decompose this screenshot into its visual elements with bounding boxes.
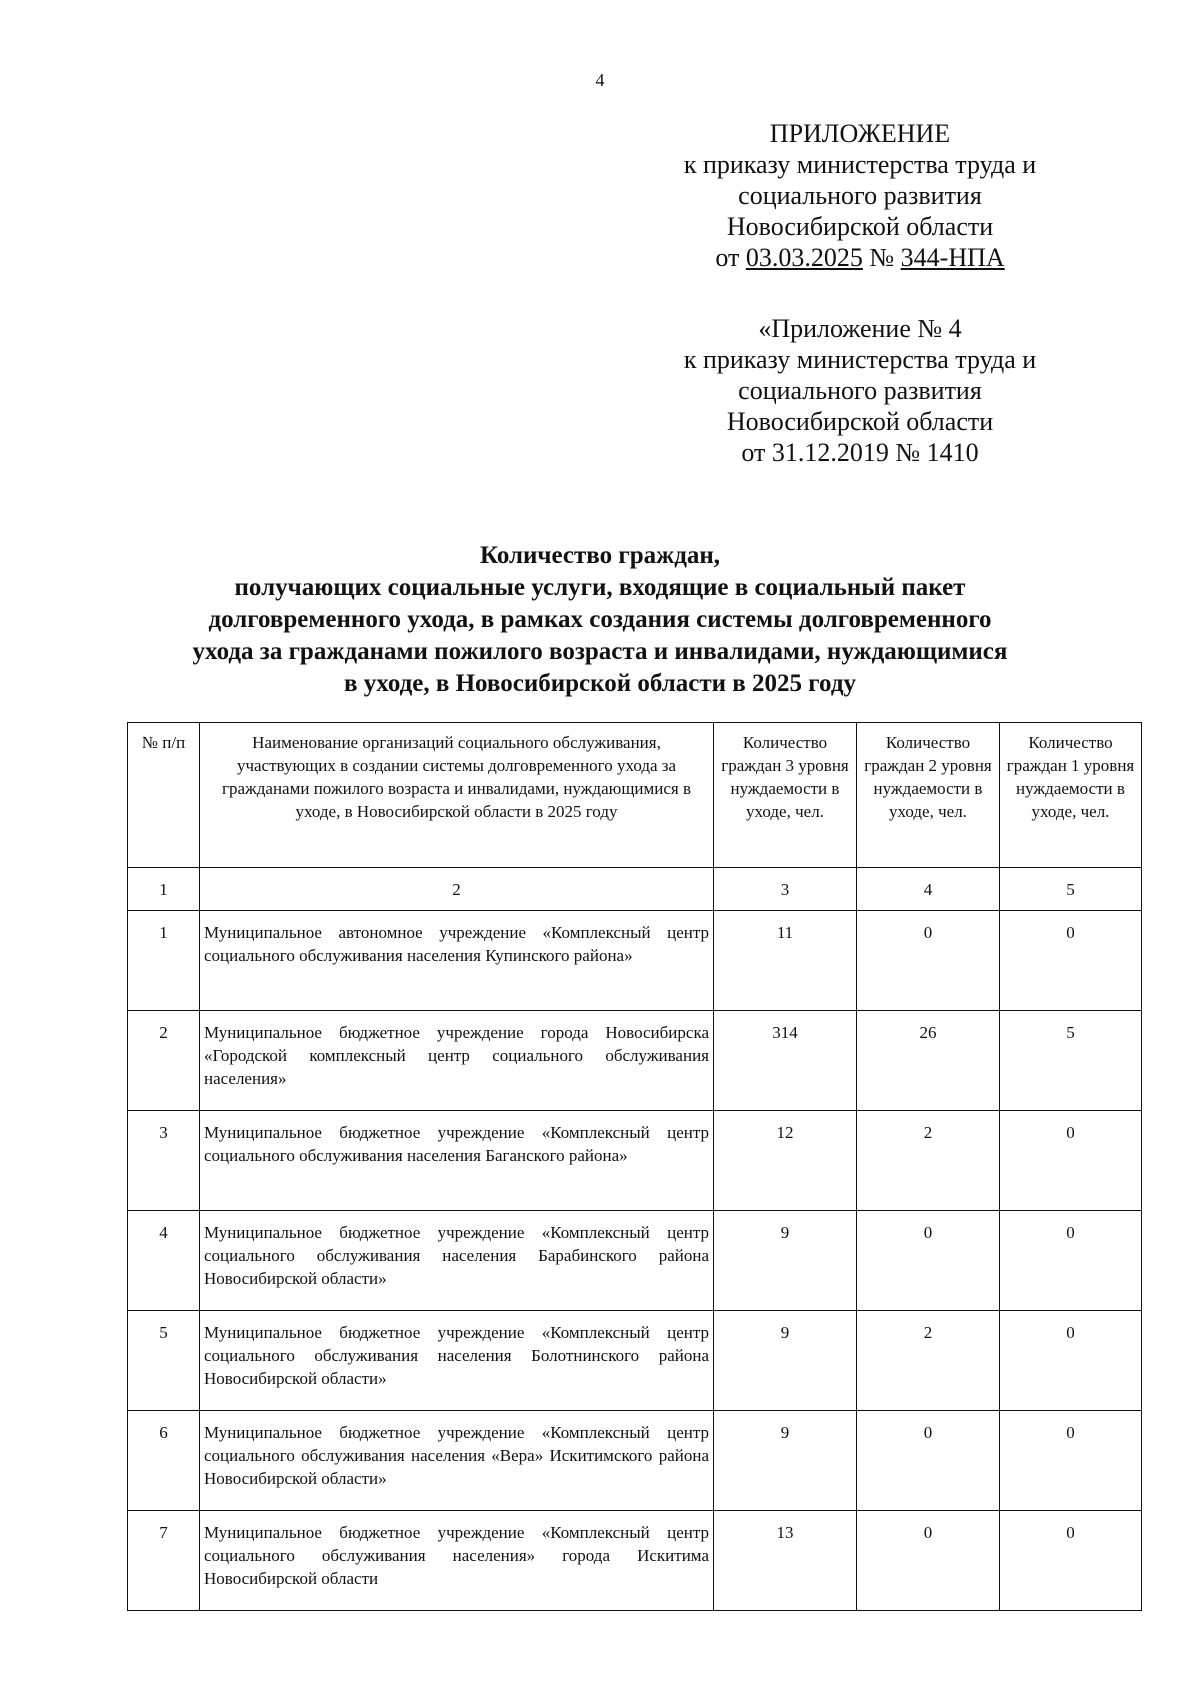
column-number: 5 xyxy=(1000,868,1142,911)
title-line: получающих социальные услуги, входящие в социальный пакет xyxy=(234,574,966,601)
level2-count: 0 xyxy=(857,1511,1000,1611)
column-number: 2 xyxy=(200,868,714,911)
table-row xyxy=(128,1211,1142,1311)
level3-count: 314 xyxy=(714,1011,857,1111)
appendix-header-line: ПРИЛОЖЕНИЕ xyxy=(769,119,951,148)
appendix-header-line: к приказу министерства труда и xyxy=(683,150,1037,179)
level3-count: 9 xyxy=(714,1211,857,1311)
level2-count: 2 xyxy=(857,1111,1000,1211)
level1-count: 0 xyxy=(1000,1411,1142,1511)
table-row xyxy=(128,1111,1142,1211)
table-header-row xyxy=(128,723,1142,868)
header-cell-level3: Количество граждан 3 уровня нуждаемости в уходе, чел. xyxy=(714,723,857,868)
header-cell-number: № п/п xyxy=(128,723,200,868)
organizations-table xyxy=(127,722,1142,1611)
appendix-ref-line: от 31.12.2019 № 1410 xyxy=(741,438,979,467)
column-numbers-row xyxy=(128,868,1142,911)
header-cell-level2: Количество граждан 2 уровня нуждаемости в уходе, чел. xyxy=(857,723,1000,868)
table-row xyxy=(128,1311,1142,1411)
table-row xyxy=(128,1411,1142,1511)
organization-name: Муниципальное бюджетное учреждение «Комплексный центр социального обслуживания населения Болотнинского района Новосибирской области» xyxy=(200,1311,714,1411)
row-number: 1 xyxy=(128,911,200,1011)
level1-count: 0 xyxy=(1000,911,1142,1011)
page-number: 4 xyxy=(595,70,605,90)
organization-name: Муниципальное бюджетное учреждение «Комплексный центр социального обслуживания населения Баганского района» xyxy=(200,1111,714,1211)
table-row xyxy=(128,911,1142,1011)
level1-count: 5 xyxy=(1000,1011,1142,1111)
level3-count: 9 xyxy=(714,1311,857,1411)
level2-count: 0 xyxy=(857,1411,1000,1511)
appendix-ref-line: «Приложение № 4 xyxy=(758,314,962,343)
level3-count: 11 xyxy=(714,911,857,1011)
row-number: 3 xyxy=(128,1111,200,1211)
row-number: 6 xyxy=(128,1411,200,1511)
level1-count: 0 xyxy=(1000,1111,1142,1211)
level3-count: 9 xyxy=(714,1411,857,1511)
table-row xyxy=(128,1011,1142,1111)
organization-name: Муниципальное бюджетное учреждение «Комплексный центр социального обслуживания населения Барабинского района Новосибирской области» xyxy=(200,1211,714,1311)
order-number: 344-НПА xyxy=(900,243,1005,272)
level2-count: 0 xyxy=(857,1211,1000,1311)
appendix-reference xyxy=(660,313,1060,468)
organization-name: Муниципальное бюджетное учреждение «Комплексный центр социального обслуживания населения» города Искитима Новосибирской области xyxy=(200,1511,714,1611)
order-date: 03.03.2025 xyxy=(745,243,863,272)
level1-count: 0 xyxy=(1000,1211,1142,1311)
row-number: 5 xyxy=(128,1311,200,1411)
organization-name: Муниципальное бюджетное учреждение города Новосибирска «Городской комплексный центр социального обслуживания населения» xyxy=(200,1011,714,1111)
title-line: ухода за гражданами пожилого возраста и инвалидами, нуждающимися xyxy=(192,638,1008,665)
appendix-ref-line: социального развития xyxy=(738,376,982,405)
level1-count: 0 xyxy=(1000,1511,1142,1611)
level3-count: 13 xyxy=(714,1511,857,1611)
organization-name: Муниципальное автономное учреждение «Комплексный центр социального обслуживания населения Купинского района» xyxy=(200,911,714,1011)
header-cell-name: Наименование организаций социального обслуживания, участвующих в создании системы долговременного ухода за гражданами пожилого возраста и инвалидами, нуждающимися в уходе, в Новосибирской области в 2025 году xyxy=(200,723,714,868)
appendix-ref-line: Новосибирской области xyxy=(726,407,994,436)
appendix-header-line: социального развития xyxy=(738,181,982,210)
title-line: в уходе, в Новосибирской области в 2025 году xyxy=(344,670,856,697)
level1-count: 0 xyxy=(1000,1311,1142,1411)
appendix-header xyxy=(660,118,1060,273)
column-number: 4 xyxy=(857,868,1000,911)
order-number-prefix: № xyxy=(862,243,901,272)
table-row xyxy=(128,1511,1142,1611)
order-date-prefix: от xyxy=(715,243,746,272)
level3-count: 12 xyxy=(714,1111,857,1211)
level2-count: 2 xyxy=(857,1311,1000,1411)
level2-count: 0 xyxy=(857,911,1000,1011)
level2-count: 26 xyxy=(857,1011,1000,1111)
appendix-ref-line: к приказу министерства труда и xyxy=(683,345,1037,374)
header-cell-level1: Количество граждан 1 уровня нуждаемости в уходе, чел. xyxy=(1000,723,1142,868)
title-line: долговременного ухода, в рамках создания системы долговременного xyxy=(208,606,992,633)
organization-name: Муниципальное бюджетное учреждение «Комплексный центр социального обслуживания населения «Вера» Искитимского района Новосибирской области» xyxy=(200,1411,714,1511)
column-number: 3 xyxy=(714,868,857,911)
column-number: 1 xyxy=(128,868,200,911)
document-title xyxy=(100,540,1100,700)
row-number: 4 xyxy=(128,1211,200,1311)
row-number: 2 xyxy=(128,1011,200,1111)
row-number: 7 xyxy=(128,1511,200,1611)
appendix-header-line: Новосибирской области xyxy=(726,212,994,241)
title-line: Количество граждан, xyxy=(479,542,721,569)
order-date-line xyxy=(660,242,1060,273)
